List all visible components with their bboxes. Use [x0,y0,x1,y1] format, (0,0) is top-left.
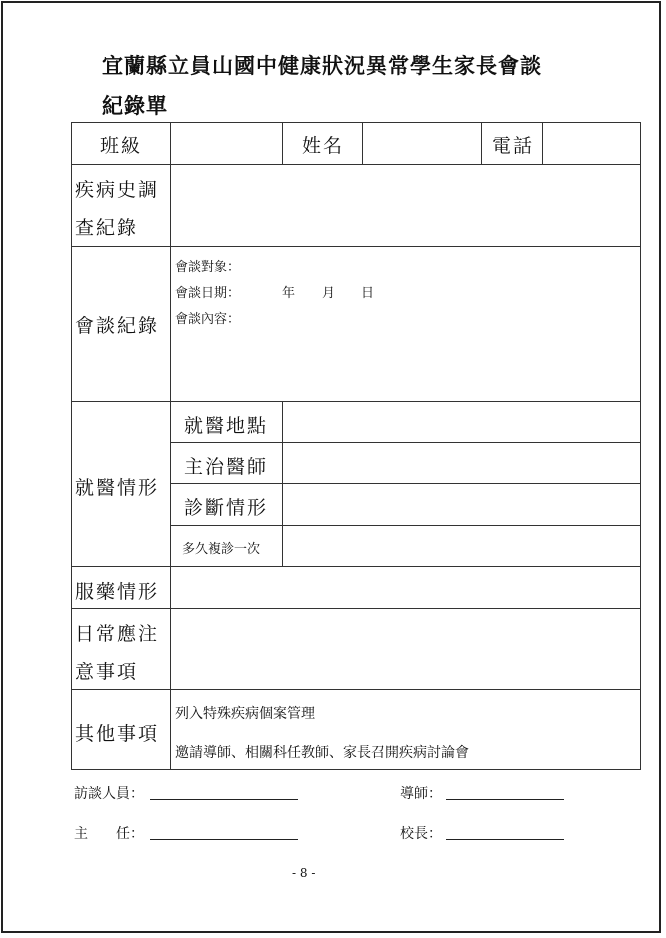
form-title: 宜蘭縣立員山國中健康狀況異常學生家長會談 [102,53,542,78]
other-item-2: 邀請導師、相關科任教師、家長召開疾病討論會 [175,745,469,761]
class-label: 班級 [100,135,143,157]
row-divider [72,689,640,690]
interview-content: 會談內容： [175,312,241,327]
history-label-line1: 疾病史調 [75,179,160,201]
col-divider [282,123,283,164]
teacher-signature-line[interactable] [446,799,564,800]
other-item-1: 列入特殊疾病個案管理 [175,706,315,722]
row-divider [170,483,640,484]
phone-label: 電話 [492,135,535,157]
daily-label-line1: 日常應注 [75,623,160,645]
interviewer-label: 訪談人員： [74,786,144,802]
daily-label-line2: 意事項 [75,661,139,683]
row-divider [72,246,640,247]
row-divider [72,566,640,567]
medical-label: 就醫情形 [75,477,160,499]
row-divider [72,401,640,402]
form-subtitle: 紀錄單 [102,93,168,118]
col-divider [362,123,363,164]
interview-date: 會談日期： [175,286,241,301]
row-divider [170,525,640,526]
name-label: 姓名 [302,135,345,157]
director-signature-line[interactable] [150,839,298,840]
other-label: 其他事項 [75,723,160,745]
col-divider [282,401,283,566]
principal-signature-line[interactable] [446,839,564,840]
col-divider [481,123,482,164]
row-divider [72,608,640,609]
row-divider [170,442,640,443]
principal-label: 校長： [400,826,442,842]
row-divider [72,164,640,165]
history-label-line2: 查紀錄 [75,217,139,239]
col-divider [170,123,171,769]
medication-label: 服藥情形 [75,581,160,603]
followup-label: 多久複診一次 [182,542,261,557]
interviewer-signature-line[interactable] [150,799,298,800]
diagnosis-label: 診斷情形 [184,497,269,519]
page-number: - 8 - [292,866,316,880]
interview-label: 會談紀錄 [75,315,160,337]
teacher-label: 導師： [400,786,442,802]
date-day: 日 [361,286,375,301]
interview-target: 會談對象： [175,260,241,275]
doctor-label: 主治醫師 [184,456,269,478]
date-month: 月 [322,286,336,301]
record-table [71,122,641,770]
date-year: 年 [282,286,296,301]
hospital-label: 就醫地點 [184,415,269,437]
director-label: 主 任： [74,826,144,842]
col-divider [542,123,543,164]
